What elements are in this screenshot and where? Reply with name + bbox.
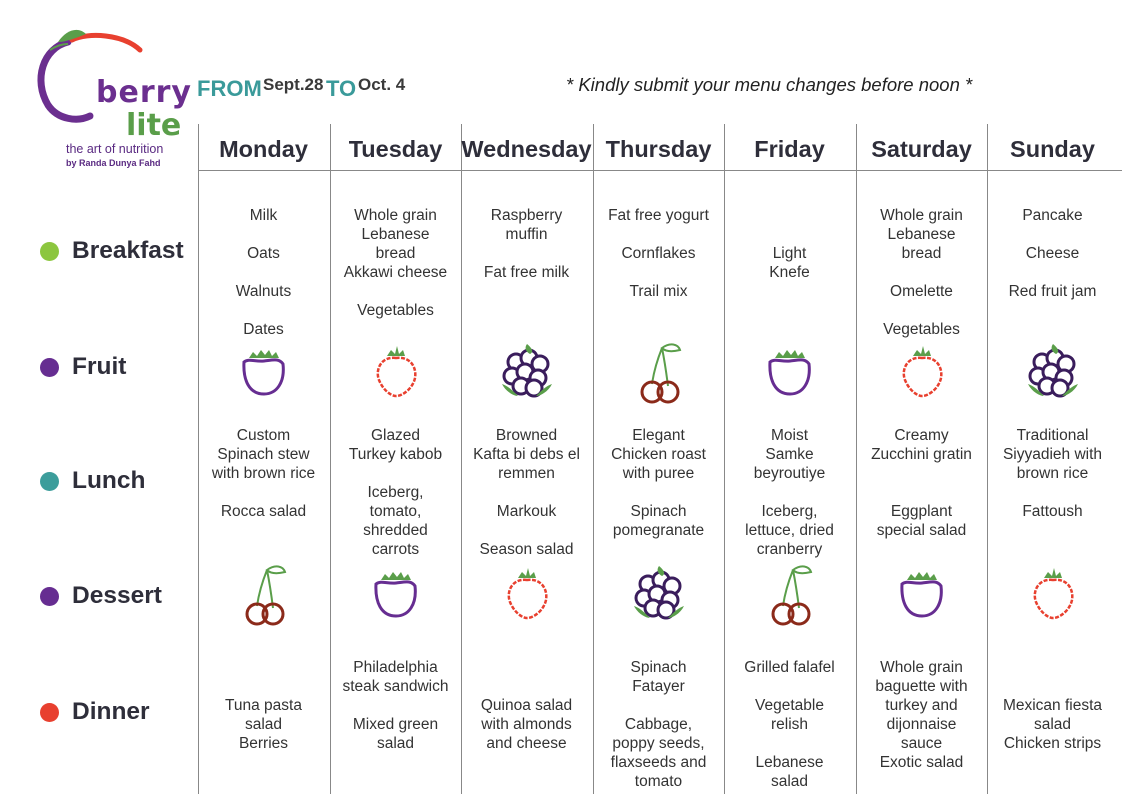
menu-item-text: Light <box>772 245 807 262</box>
spacer <box>987 677 1118 696</box>
menu-item-text: Vegetables <box>357 302 434 319</box>
menu-item-text: Vegetable <box>755 697 824 714</box>
menu-item-text: Exotic salad <box>879 754 964 771</box>
from-date: Sept.28 <box>263 75 324 94</box>
spacer <box>593 483 724 502</box>
menu-item-text: cranberry <box>756 541 823 558</box>
menu-item-text: brown rice <box>1016 465 1089 482</box>
meal-row-label-fruit <box>40 352 126 382</box>
menu-item-text: Philadelphia <box>353 659 438 676</box>
menu-item-text: Glazed <box>370 427 421 444</box>
breakfast-cell-thursday <box>593 206 724 301</box>
menu-item-text: turkey and <box>885 697 958 714</box>
spacer <box>198 658 329 677</box>
menu-item-text: remmen <box>498 465 555 482</box>
meal-row-label-lunch <box>40 466 146 496</box>
spacer <box>198 677 329 696</box>
dinner-cell-friday <box>724 658 855 791</box>
day-header-friday: Friday <box>754 136 825 162</box>
menu-item-text: special salad <box>876 522 967 539</box>
spacer <box>987 483 1118 502</box>
menu-item-text: Lebanese <box>361 226 430 243</box>
spacer <box>330 282 461 301</box>
spacer <box>593 263 724 282</box>
menu-item-text: Knefe <box>769 264 810 281</box>
spacer <box>461 244 592 263</box>
menu-item-text: Rocca salad <box>220 503 307 520</box>
plum-icon <box>231 340 297 411</box>
header-divider <box>198 170 1122 171</box>
menu-item-text: Quinoa salad <box>480 697 573 714</box>
day-header-wednesday: Wednesday <box>461 136 592 162</box>
spacer <box>856 464 987 483</box>
menu-item-text: Traditional <box>1016 427 1089 444</box>
meal-dot-icon <box>40 587 59 606</box>
menu-item-text: Chicken roast <box>611 446 706 463</box>
to-date: Oct. 4 <box>358 75 406 94</box>
spacer <box>856 483 987 502</box>
day-header-monday: Monday <box>219 136 308 162</box>
menu-item-text: Fatayer <box>632 678 685 695</box>
lunch-cell-wednesday <box>461 426 592 559</box>
dinner-cell-tuesday <box>330 658 461 753</box>
menu-item-text: Mixed green <box>352 716 439 733</box>
spacer <box>330 696 461 715</box>
meal-label: Lunch <box>72 467 146 494</box>
menu-item-text: Pancake <box>1022 207 1083 224</box>
menu-item-text: Custom <box>236 427 291 444</box>
dinner-cell-thursday <box>593 658 724 791</box>
menu-item-text: Samke <box>765 446 814 463</box>
menu-item-text: pomegranate <box>612 522 705 539</box>
lunch-cell-thursday <box>593 426 724 540</box>
from-label: FROM <box>197 76 262 101</box>
menu-item-text: Elegant <box>632 427 685 444</box>
menu-item-text: Tuna pasta <box>225 697 302 714</box>
spacer <box>461 521 592 540</box>
menu-item-text: dijonnaise <box>886 716 957 733</box>
menu-item-text: salad <box>376 735 415 752</box>
dinner-cell-monday <box>198 658 329 753</box>
menu-item-text: Lebanese <box>755 754 824 771</box>
spacer <box>987 225 1118 244</box>
day-header-tuesday: Tuesday <box>348 136 443 162</box>
menu-item-text: Cheese <box>1025 245 1080 262</box>
strawberry-icon <box>363 340 429 411</box>
menu-item-text: Turkey kabob <box>348 446 443 463</box>
breakfast-cell-tuesday <box>330 206 461 320</box>
berry-lite-logo <box>28 20 192 170</box>
spacer <box>724 677 855 696</box>
meal-label: Dessert <box>72 582 162 609</box>
spacer <box>856 301 987 320</box>
breakfast-cell-saturday <box>856 206 987 339</box>
brand-byline: by Randa Dunya Fahd <box>66 158 161 168</box>
menu-item-text: muffin <box>505 226 548 243</box>
menu-item-text: Omelette <box>890 283 953 300</box>
spacer <box>461 677 592 696</box>
brand-name-lite: lite <box>126 108 182 143</box>
lunch-cell-saturday <box>856 426 987 540</box>
menu-item-text: Milk <box>249 207 278 224</box>
meal-dot-icon <box>40 703 59 722</box>
dinner-cell-wednesday <box>461 658 592 753</box>
menu-item-text: Dates <box>243 321 284 338</box>
meal-row-label-dessert <box>40 581 162 611</box>
menu-item-text: Spinach <box>630 659 687 676</box>
menu-item-text: Creamy <box>894 427 949 444</box>
menu-item-text: Fat free yogurt <box>608 207 709 224</box>
breakfast-cell-friday <box>724 206 855 282</box>
menu-item-text: Berries <box>238 735 289 752</box>
spacer <box>987 658 1118 677</box>
plum-icon <box>363 562 429 633</box>
breakfast-cell-monday <box>198 206 329 339</box>
meal-label: Dinner <box>72 698 150 725</box>
menu-item-text: steak sandwich <box>342 678 449 695</box>
menu-item-text: Walnuts <box>235 283 292 300</box>
menu-item-text: Oats <box>247 245 280 262</box>
strawberry-icon <box>494 562 560 633</box>
menu-item-text: with brown rice <box>211 465 316 482</box>
day-header-thursday: Thursday <box>605 136 712 162</box>
menu-change-notice: * Kindly submit your menu changes before noon * <box>566 74 973 95</box>
menu-item-text: Cornflakes <box>621 245 696 262</box>
menu-item-text: with puree <box>622 465 695 482</box>
brand-tagline: the art of nutrition <box>66 142 164 156</box>
spacer <box>987 263 1118 282</box>
menu-item-text: Fattoush <box>1022 503 1083 520</box>
spacer <box>461 483 592 502</box>
menu-item-text: Vegetables <box>883 321 960 338</box>
spacer <box>856 263 987 282</box>
menu-item-text: Zucchini gratin <box>871 446 972 463</box>
dinner-cell-sunday <box>987 658 1118 753</box>
spacer <box>198 263 329 282</box>
menu-item-text: salad <box>1033 716 1072 733</box>
brand-name-berry: berry <box>96 75 192 110</box>
breakfast-cell-wednesday <box>461 206 592 282</box>
menu-item-text: with almonds <box>481 716 572 733</box>
menu-item-text: Lebanese <box>887 226 956 243</box>
meal-label: Breakfast <box>72 237 184 264</box>
cherries-icon <box>626 340 692 411</box>
blueberries-icon <box>494 340 560 411</box>
plum-icon <box>889 562 955 633</box>
spacer <box>593 696 724 715</box>
spacer <box>724 483 855 502</box>
menu-item-text: Siyyadieh with <box>1002 446 1103 463</box>
menu-item-text: Season salad <box>479 541 574 558</box>
lunch-cell-friday <box>724 426 855 559</box>
spacer <box>198 301 329 320</box>
plum-icon <box>757 340 823 411</box>
menu-item-text: Markouk <box>496 503 557 520</box>
menu-item-text: Raspberry <box>490 207 563 224</box>
menu-item-text: Whole grain <box>880 207 963 224</box>
menu-item-text: tomato, <box>369 503 422 520</box>
menu-item-text: bread <box>901 245 942 262</box>
to-label: TO <box>326 76 357 101</box>
spacer <box>330 464 461 483</box>
menu-item-text: Chicken strips <box>1003 735 1102 752</box>
menu-item-text: tomato <box>634 773 683 790</box>
menu-item-text: Kafta bi debs el <box>473 446 580 463</box>
menu-item-text: Iceberg, <box>367 484 424 501</box>
menu-item-text: bread <box>375 245 416 262</box>
menu-item-text: beyroutiye <box>753 465 826 482</box>
spacer <box>198 483 329 502</box>
spacer <box>724 225 855 244</box>
lunch-cell-tuesday <box>330 426 461 559</box>
menu-item-text: lettuce, dried <box>745 522 834 539</box>
meal-label: Fruit <box>72 353 127 380</box>
meal-dot-icon <box>40 472 59 491</box>
menu-item-text: Spinach <box>630 503 687 520</box>
menu-item-text: Cabbage, <box>624 716 693 733</box>
menu-item-text: Eggplant <box>890 503 953 520</box>
menu-item-text: carrots <box>371 541 420 558</box>
menu-item-text: and cheese <box>486 735 567 752</box>
blueberries-icon <box>1020 340 1086 411</box>
menu-item-text: salad <box>244 716 283 733</box>
day-header-sunday: Sunday <box>1010 136 1095 162</box>
day-header-saturday: Saturday <box>871 136 972 162</box>
menu-item-text: sauce <box>900 735 943 752</box>
menu-item-text: poppy seeds, <box>612 735 705 752</box>
spacer <box>724 734 855 753</box>
menu-item-text: flaxseeds and <box>610 754 707 771</box>
menu-item-text: relish <box>770 716 809 733</box>
lunch-cell-sunday <box>987 426 1118 521</box>
menu-item-text: Iceberg, <box>761 503 818 520</box>
menu-item-text: shredded <box>363 522 428 539</box>
menu-item-text: salad <box>770 773 809 790</box>
breakfast-cell-sunday <box>987 206 1118 301</box>
menu-item-text: Spinach stew <box>217 446 310 463</box>
dinner-cell-saturday <box>856 658 987 772</box>
spacer <box>198 225 329 244</box>
spacer <box>724 206 855 225</box>
meal-row-label-dinner <box>40 697 150 727</box>
menu-item-text: Whole grain <box>354 207 437 224</box>
menu-item-text: Mexican fiesta <box>1002 697 1103 714</box>
cherries-icon <box>231 562 297 633</box>
menu-item-text: baguette with <box>875 678 968 695</box>
strawberry-icon <box>1020 562 1086 633</box>
spacer <box>461 658 592 677</box>
menu-item-text: Moist <box>770 427 809 444</box>
blueberries-icon <box>626 562 692 633</box>
lunch-cell-monday <box>198 426 329 521</box>
menu-item-text: Grilled falafel <box>744 659 835 676</box>
strawberry-icon <box>889 340 955 411</box>
menu-item-text: Fat free milk <box>483 264 570 281</box>
cherries-icon <box>757 562 823 633</box>
meal-row-label-breakfast <box>40 236 184 266</box>
meal-dot-icon <box>40 242 59 261</box>
meal-dot-icon <box>40 358 59 377</box>
menu-item-text: Browned <box>495 427 558 444</box>
menu-item-text: Akkawi cheese <box>343 264 448 281</box>
menu-item-text: Red fruit jam <box>1008 283 1097 300</box>
spacer <box>593 225 724 244</box>
menu-item-text: Whole grain <box>880 659 963 676</box>
menu-item-text: Trail mix <box>629 283 688 300</box>
